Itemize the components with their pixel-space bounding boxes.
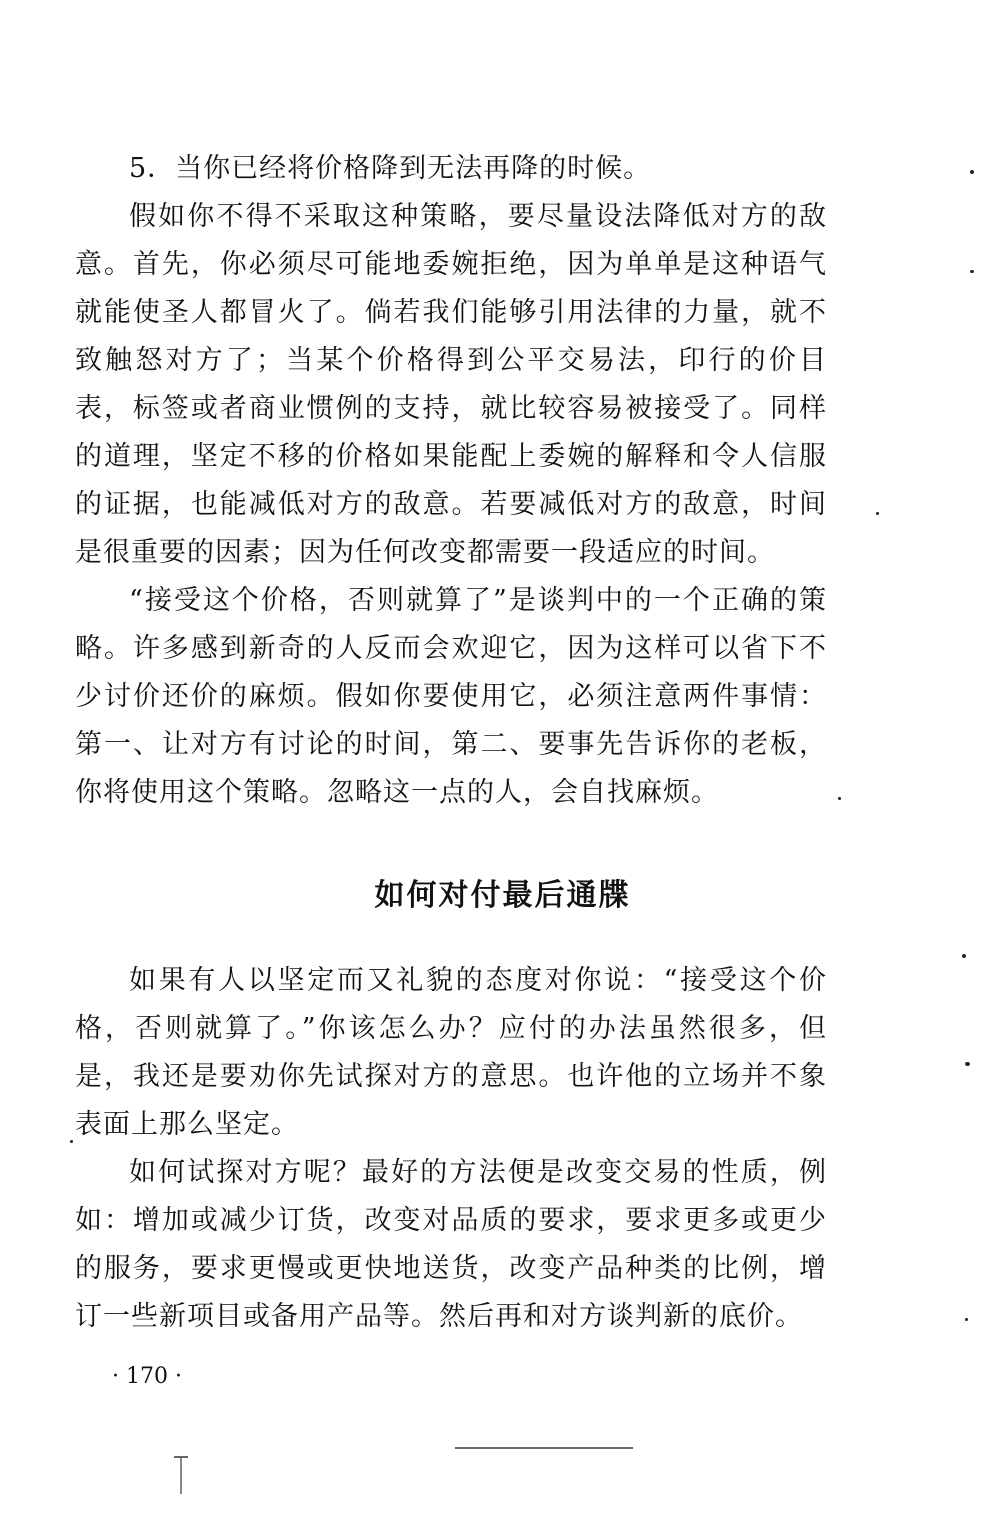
scan-speck xyxy=(70,1140,73,1143)
scan-rule xyxy=(455,1447,633,1449)
paragraph: “接受这个价格，否则就算了”是谈判中的一个正确的策略。许多感到新奇的人反而会欢迎它，因为这样可以省下不少讨价还价的麻烦。假如你要使用它，必须注意两件事情：第一、让对方有讨论的时间，第二、要事先告诉你的老板，你将使用这个策略。忽略这一点的人，会自找麻烦。 xyxy=(75,585,827,808)
body-text-bottom xyxy=(75,957,827,1341)
scan-speck xyxy=(965,1318,968,1321)
body-text-top xyxy=(75,193,827,817)
scan-speck xyxy=(838,797,841,800)
item-heading: 5．当你已经将价格降到无法再降的时候。 xyxy=(129,153,652,184)
paragraph: 如果有人以坚定而又礼貌的态度对你说：“接受这个价格，否则就算了。”你该怎么办？应付的办法虽然很多，但是，我还是要劝你先试探对方的意思。也许他的立场并不象表面上那么坚定。 xyxy=(75,965,827,1140)
scan-mark xyxy=(174,1456,188,1458)
scan-speck xyxy=(970,170,974,174)
section-title: 如何对付最后通牒 xyxy=(374,878,631,913)
page-number: · 170 · xyxy=(112,1364,182,1389)
scan-speck xyxy=(965,1062,970,1066)
paragraph: 如何试探对方呢？最好的方法便是改变交易的性质，例如：增加或减少订货，改变对品质的要求，要求更多或更少的服务，要求更慢或更快地送货，改变产品种类的比例，增订一些新项目或备用产品等。然后再和对方谈判新的底价。 xyxy=(75,1157,827,1332)
scan-mark xyxy=(180,1456,182,1494)
scan-speck xyxy=(876,512,879,515)
paragraph: 假如你不得不采取这种策略，要尽量设法降低对方的敌意。首先，你必须尽可能地委婉拒绝，因为单单是这种语气就能使圣人都冒火了。倘若我们能够引用法律的力量，就不致触怒对方了；当某个价格得到公平交易法，印行的价目表，标签或者商业惯例的支持，就比较容易被接受了。同样的道理，坚定不移的价格如果能配上委婉的解释和令人信服的证据，也能减低对方的敌意。若要减低对方的敌意，时间是很重要的因素；因为任何改变都需要一段适应的时间。 xyxy=(75,201,827,568)
scan-speck xyxy=(962,954,966,958)
scan-speck xyxy=(970,270,974,273)
